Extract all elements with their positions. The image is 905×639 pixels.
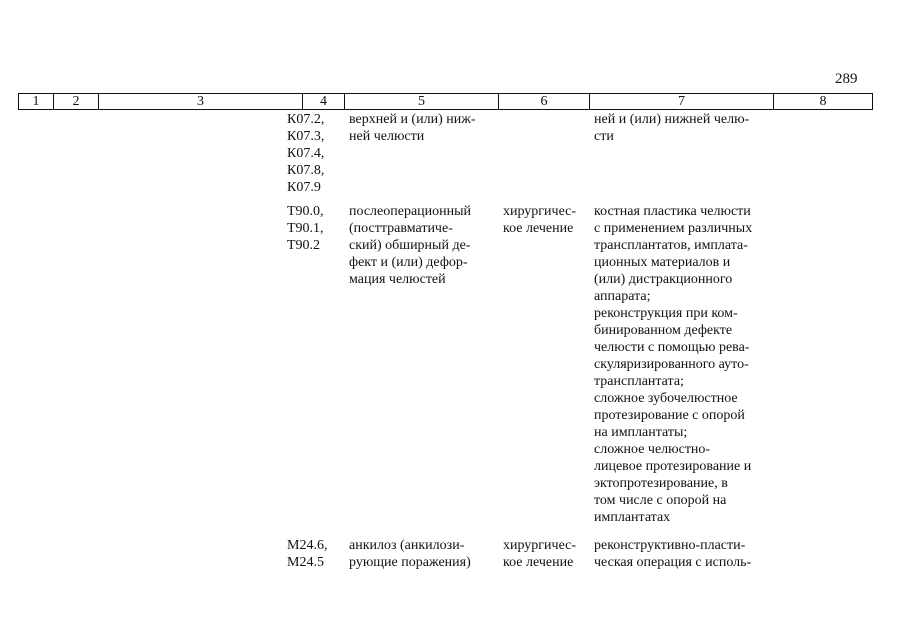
table-header-row	[18, 93, 873, 110]
column-header-7: 7	[589, 94, 773, 109]
column-header-4: 4	[302, 94, 344, 109]
row3-code: М24.6, М24.5	[287, 538, 328, 570]
column-header-3: 3	[98, 94, 302, 109]
row2-treatment-method: костная пластика челюсти с применением различных трансплантатов, имплата- ционных материалов и (или) дистракционного аппарата; реконструкция при ком- бинированном дефекте челюсти с помощью рева- скуляризированного ауто- трансплантата; сложное зубочелюстное протезирование с опорой на имплантаты; сложное челюстно- лицевое протезирование и эктопротезирование, в том числе с опорой на имплантатах	[594, 204, 753, 525]
row3-treatment-type: хирургичес- кое лечение	[503, 538, 577, 570]
column-header-2: 2	[53, 94, 98, 109]
row2-diagnosis: послеоперационный (посттравматиче- ский) обширный де- фект и (или) дефор- мация челюстей	[349, 204, 472, 287]
column-header-8: 8	[773, 94, 872, 109]
row1-treatment-method: ней и (или) нижней челю- сти	[594, 112, 750, 144]
page-number: 289	[835, 71, 858, 87]
row1-diagnosis: верхней и (или) ниж- ней челюсти	[349, 112, 476, 144]
row3-treatment-method: реконструктивно-пласти- ческая операция с исполь-	[594, 538, 752, 570]
column-header-6: 6	[498, 94, 589, 109]
column-header-5: 5	[344, 94, 498, 109]
row2-code: Т90.0, Т90.1, Т90.2	[287, 204, 324, 253]
row3-diagnosis: анкилоз (анкилози- рующие поражения)	[349, 538, 471, 570]
row2-treatment-type: хирургичес- кое лечение	[503, 204, 577, 236]
column-header-1: 1	[32, 94, 40, 109]
row1-code: К07.2, К07.3, К07.4, К07.8, К07.9	[287, 112, 325, 195]
